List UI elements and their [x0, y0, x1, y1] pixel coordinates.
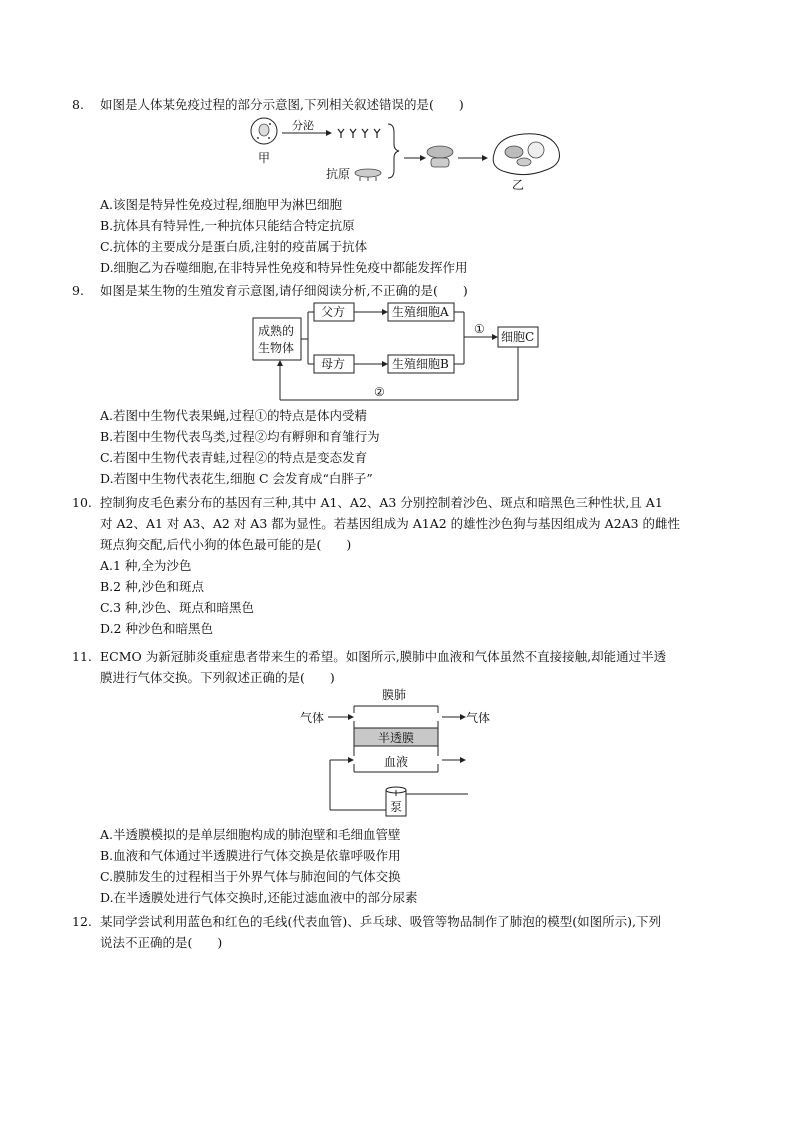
- option-a: A.若图中生物代表果蝇,过程①的特点是体内受精: [100, 408, 367, 423]
- question-10: [72, 492, 732, 639]
- question-stem-line: ECMO 为新冠肺炎重症患者带来生的希望。如图所示,膜肺中血液和气体虽然不直接接触,却能通过半透: [100, 649, 667, 664]
- antigen-icon: [355, 169, 381, 177]
- antibody-icons: [338, 129, 380, 138]
- question-number: 10.: [72, 495, 92, 510]
- question-stem-line: 对 A2、A1 对 A3、A2 对 A3 都为显性。若基因组成为 A1A2 的雄性沙色狗与基因组成为 A2A3 的雌性: [100, 516, 681, 531]
- adult-label-1: 成熟的: [258, 324, 295, 338]
- question-stem-line: 控制狗皮毛色素分布的基因有三种,其中 A1、A2、A3 分别控制着沙色、斑点和暗黑色三种性状,且 A1: [100, 495, 663, 510]
- option-c: C.3 种,沙色、斑点和暗黑色: [100, 600, 254, 615]
- cell-a-label: 甲: [258, 151, 271, 165]
- option-a: A.1 种,全为沙色: [100, 558, 192, 573]
- antigen-label: 抗原: [326, 167, 351, 181]
- gamete-a-label: 生殖细胞A: [392, 305, 449, 319]
- question-number: 8.: [72, 97, 84, 112]
- adult-label-2: 生物体: [258, 341, 295, 355]
- question-stem: 如图是某生物的生殖发育示意图,请仔细阅读分析,不正确的是( ): [100, 283, 468, 298]
- antigen-antibody-complex-icon: [427, 146, 453, 167]
- question-number: 11.: [72, 649, 92, 664]
- immune-process-figure: [244, 114, 564, 194]
- cell-b-label: 乙: [512, 178, 525, 192]
- question-stem: 如图是人体某免疫过程的部分示意图,下列相关叙述错误的是( ): [100, 97, 464, 112]
- option-d: D.若图中生物代表花生,细胞 C 会发育成“白胖子”: [100, 471, 373, 486]
- option-a: A.半透膜模拟的是单层细胞构成的肺泡壁和毛细血管壁: [100, 827, 401, 842]
- question-stem-line: 斑点狗交配,后代小狗的体色最可能的是( ): [100, 537, 352, 552]
- question-11: [72, 646, 732, 688]
- option-c: C.抗体的主要成分是蛋白质,注射的疫苗属于抗体: [100, 239, 368, 254]
- question-8: [72, 94, 732, 115]
- option-b: B.血液和气体通过半透膜进行气体交换是依靠呼吸作用: [100, 848, 401, 863]
- option-b: B.若图中生物代表鸟类,过程②均有孵卵和育雏行为: [100, 429, 380, 444]
- pump-label: 泵: [390, 800, 403, 814]
- blood-label: 血液: [384, 755, 409, 769]
- reproduction-diagram: [248, 300, 548, 404]
- gamete-b-label: 生殖细胞B: [392, 357, 449, 371]
- ecmo-membrane-lung-figure: [296, 686, 496, 822]
- secrete-label: 分泌: [292, 119, 314, 132]
- step-1-label: ①: [474, 322, 485, 336]
- question-8-options: [72, 194, 732, 278]
- question-stem-line: 说法不正确的是( ): [100, 935, 223, 950]
- step-2-label: ②: [374, 385, 385, 399]
- membrane-lung-title: 膜肺: [382, 688, 407, 702]
- option-b: B.抗体具有特异性,一种抗体只能结合特定抗原: [100, 218, 355, 233]
- question-stem-line: 某同学尝试利用蓝色和红色的毛线(代表血管)、乒乓球、吸管等物品制作了肺泡的模型(如图所示),下列: [100, 914, 661, 929]
- question-number: 12.: [72, 914, 92, 929]
- option-b: B.2 种,沙色和斑点: [100, 579, 205, 594]
- cell-c-label: 细胞C: [501, 330, 535, 344]
- question-11-options: [72, 824, 732, 908]
- question-12: [72, 911, 732, 953]
- question-stem-line: 膜进行气体交换。下列叙述正确的是( ): [100, 670, 335, 685]
- gas-out-label: 气体: [466, 711, 491, 725]
- question-number: 9.: [72, 283, 84, 298]
- option-a: A.该图是特异性免疫过程,细胞甲为淋巴细胞: [100, 197, 342, 212]
- question-9-options: [72, 405, 732, 489]
- option-d: D.细胞乙为吞噬细胞,在非特异性免疫和特异性免疫中都能发挥作用: [100, 260, 468, 275]
- option-d: D.在半透膜处进行气体交换时,还能过滤血液中的部分尿素: [100, 890, 418, 905]
- option-d: D.2 种沙色和暗黑色: [100, 621, 213, 636]
- mother-label: 母方: [321, 357, 346, 371]
- father-label: 父方: [321, 305, 346, 319]
- membrane-label: 半透膜: [378, 731, 415, 745]
- option-c: C.若图中生物代表青蛙,过程②的特点是变态发育: [100, 450, 368, 465]
- question-9: [72, 280, 732, 301]
- gas-in-label: 气体: [300, 711, 325, 725]
- option-c: C.膜肺发生的过程相当于外界气体与肺泡间的气体交换: [100, 869, 401, 884]
- phagocyte-icon: [493, 134, 559, 175]
